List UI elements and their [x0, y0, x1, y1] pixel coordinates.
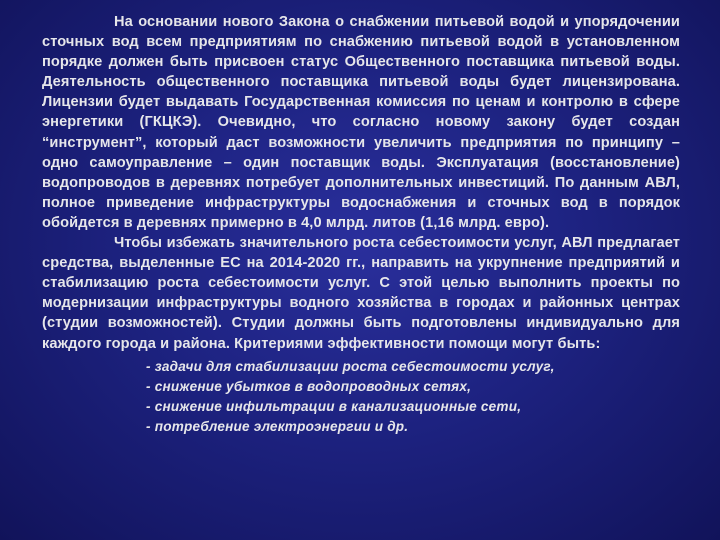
list-item: - потребление электроэнергии и др.: [146, 418, 409, 434]
list-item: - снижение убытков в водопроводных сетях,: [146, 378, 472, 394]
paragraph-avl-proposal: Чтобы избежать значительного роста себестоимости услуг, АВЛ предлагает средства, выделенные ЕС на 2014-2020 гг., направить на укрупнение предприятий и стабилизацию роста себестоимости услуг. С этой целью выполнить проекты по модернизации инфраструктуры водного хозяйства в городах и районных центрах (студии возможностей). Студии должны быть подготовлены индивидуально для каждого города и района. Критериями эффективности помощи могут быть:: [42, 235, 680, 352]
list-item: - снижение инфильтрации в канализационные сети,: [146, 398, 522, 414]
paragraph-law-intro: На основании нового Закона о снабжении питьевой водой и упорядочении сточных вод всем предприятиям по снабжению питьевой водой в установленном порядке должен быть присвоен статус Общественного поставщика питьевой воды. Деятельность общественного поставщика питьевой воды будет лицензирована. Лицензии будет выдавать Государственная комиссия по ценам и контролю в сфере энергетики (ГКЦКЭ). Очевидно, что согласно новому закону будет создан “инструмент”, который даст возможности увеличить предприятия по принципу – одно самоуправление – один поставщик воды. Эксплуатация (восстановление) водопроводов в деревнях потребует дополнительных инвестиций. По данным АВЛ, полное приведение инфраструктуры водоснабжения и сточных вод в порядок обойдется в деревнях примерно в 4,0 млрд. литов (1,16 млрд. евро).: [42, 14, 680, 231]
criteria-list: [146, 357, 680, 437]
list-item: - задачи для стабилизации роста себестоимости услуг,: [146, 358, 555, 374]
